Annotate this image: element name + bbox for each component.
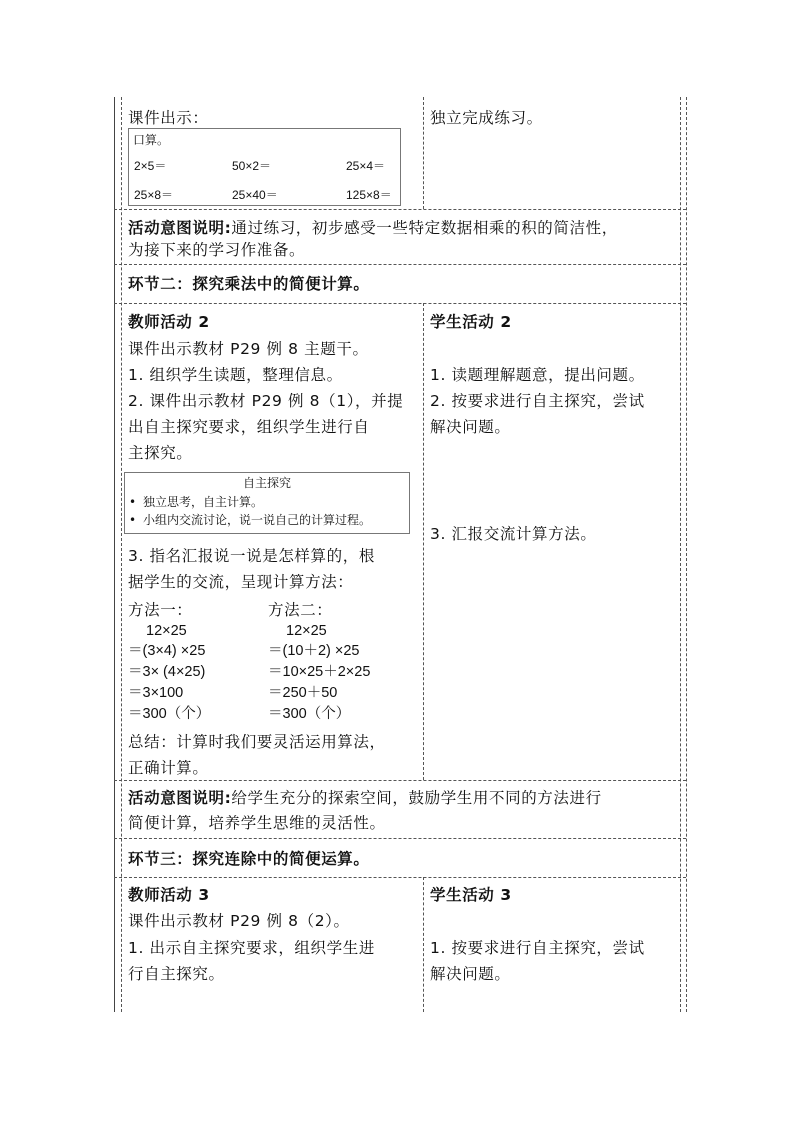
method-1-step: 12×25 bbox=[146, 623, 187, 639]
method-2-label: 方法二： bbox=[268, 601, 333, 619]
method-2-step: ＝250＋50 bbox=[268, 685, 338, 701]
row-border bbox=[114, 209, 686, 210]
student-activity-3-heading: 学生活动 3 bbox=[430, 886, 512, 904]
method-1-step: ＝300（个） bbox=[128, 706, 211, 722]
teacher-activity-line: 行自主探究。 bbox=[128, 965, 225, 983]
teacher-activity-line: 3. 指名汇报说一说是怎样算的，根 bbox=[128, 547, 375, 565]
intent-label: 活动意图说明: bbox=[128, 789, 232, 807]
method-2-step: ＝10×25＋2×25 bbox=[268, 664, 371, 680]
courseware-label: 课件出示： bbox=[128, 109, 209, 127]
table-right-border bbox=[680, 97, 681, 1012]
section-2-title: 环节二：探究乘法中的简便计算。 bbox=[128, 275, 370, 293]
table-right-outer-border bbox=[686, 97, 687, 1012]
student-activity-2-heading: 学生活动 2 bbox=[430, 313, 512, 331]
row-border bbox=[114, 303, 686, 304]
method-1-step: ＝3×100 bbox=[128, 685, 184, 701]
summary-line: 正确计算。 bbox=[128, 759, 209, 777]
inquiry-item: 小组内交流讨论，说一说自己的计算过程。 bbox=[143, 513, 372, 527]
oral-calc-item: 50×2＝ bbox=[232, 159, 272, 173]
intent-line bbox=[128, 788, 602, 808]
oral-calc-item: 25×8＝ bbox=[134, 188, 174, 202]
oral-calc-item: 2×5＝ bbox=[134, 159, 167, 173]
intent-text: 给学生充分的探索空间，鼓励学生用不同的方法进行 bbox=[231, 789, 602, 807]
teacher-activity-line: 1. 组织学生读题，整理信息。 bbox=[128, 366, 343, 384]
intent-line bbox=[128, 218, 618, 238]
inquiry-item: 独立思考，自主计算。 bbox=[143, 495, 264, 509]
oral-calc-item: 25×40＝ bbox=[232, 188, 278, 202]
intent-text: 简便计算，培养学生思维的灵活性。 bbox=[128, 814, 386, 832]
oral-calc-item: 25×4＝ bbox=[346, 159, 386, 173]
teacher-activity-line: 2. 课件出示教材 P29 例 8（1），并提 bbox=[128, 392, 404, 410]
intent-text: 通过练习，初步感受一些特定数据相乘的积的简洁性， bbox=[231, 219, 618, 237]
student-activity-line: 2. 按要求进行自主探究，尝试 bbox=[430, 392, 645, 410]
oral-calc-item: 125×8＝ bbox=[346, 188, 392, 202]
teacher-activity-line: 出自主探究要求，组织学生进行自 bbox=[128, 418, 370, 436]
column-divider-3 bbox=[423, 877, 424, 1012]
inquiry-bullet-icon: • bbox=[129, 513, 137, 527]
teacher-activity-2-heading: 教师活动 2 bbox=[128, 313, 210, 331]
teacher-activity-3-heading: 教师活动 3 bbox=[128, 886, 210, 904]
row-border bbox=[114, 780, 686, 781]
method-1-step: ＝3× (4×25) bbox=[128, 664, 206, 680]
student-practice-text: 独立完成练习。 bbox=[430, 109, 543, 127]
method-2-step: ＝(10＋2) ×25 bbox=[268, 643, 360, 659]
teacher-activity-line: 课件出示教材 P29 例 8 主题干。 bbox=[128, 340, 369, 358]
method-1-label: 方法一： bbox=[128, 601, 193, 619]
inquiry-box-title: 自主探究 bbox=[242, 476, 291, 490]
inquiry-bullet-icon: • bbox=[129, 495, 137, 509]
row-border bbox=[114, 877, 686, 878]
student-activity-line: 解决问题。 bbox=[430, 418, 511, 436]
method-2-step: 12×25 bbox=[286, 623, 327, 639]
student-activity-line: 1. 按要求进行自主探究，尝试 bbox=[430, 939, 645, 957]
row-border bbox=[114, 838, 686, 839]
column-divider-1 bbox=[423, 97, 424, 209]
column-divider-2 bbox=[423, 303, 424, 780]
teacher-activity-line: 课件出示教材 P29 例 8（2）。 bbox=[128, 912, 350, 930]
table-left-inner-border bbox=[121, 97, 122, 1012]
student-activity-line: 1. 读题理解题意，提出问题。 bbox=[430, 366, 645, 384]
table-left-border bbox=[114, 97, 115, 1012]
summary-line: 总结：计算时我们要灵活运用算法， bbox=[128, 733, 386, 751]
row-border bbox=[114, 264, 686, 265]
intent-label: 活动意图说明: bbox=[128, 219, 232, 237]
oral-calc-heading: 口算。 bbox=[133, 133, 170, 147]
student-activity-line: 解决问题。 bbox=[430, 965, 511, 983]
teacher-activity-line: 据学生的交流，呈现计算方法： bbox=[128, 573, 354, 591]
intent-text: 为接下来的学习作准备。 bbox=[128, 241, 306, 259]
inquiry-box bbox=[124, 472, 410, 534]
oral-calc-box bbox=[128, 128, 401, 206]
teacher-activity-line: 主探究。 bbox=[128, 444, 193, 462]
method-2-step: ＝300（个） bbox=[268, 706, 351, 722]
teacher-activity-line: 1. 出示自主探究要求，组织学生进 bbox=[128, 939, 375, 957]
section-3-title: 环节三：探究连除中的简便运算。 bbox=[128, 850, 370, 868]
student-activity-line: 3. 汇报交流计算方法。 bbox=[430, 525, 597, 543]
method-1-step: ＝(3×4) ×25 bbox=[128, 643, 206, 659]
